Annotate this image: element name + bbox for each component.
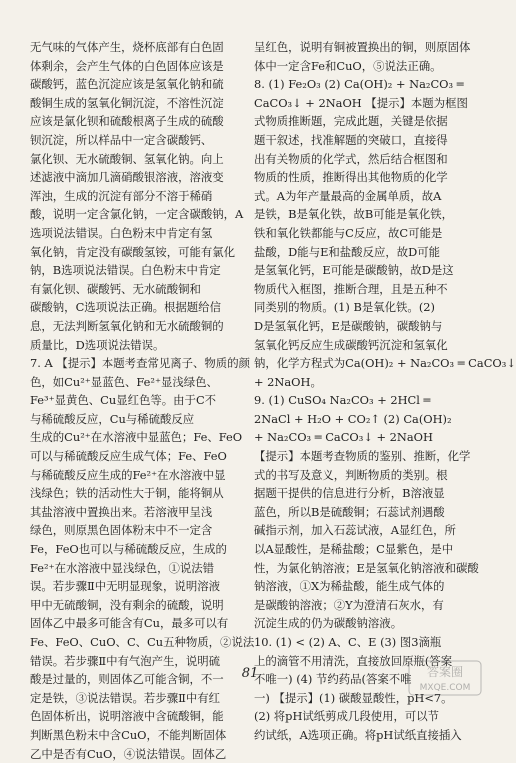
left-column-line: 绿色，则原黑色固体粉末中不一定含 — [30, 523, 213, 538]
right-column-line: CaCO₃↓ + 2NaOH 【提示】本题为框图 — [254, 95, 468, 110]
right-column-line: 沉淀生成的仍为碳酸钠溶液。 — [254, 616, 403, 631]
right-column-line: 物质代入框图，推断合理，且是五种不 — [254, 281, 448, 296]
watermark-bottom-text: MXQE.COM — [419, 683, 471, 693]
left-column-line: 酸，说明一定含氯化钠，一定含碳酸钠，A — [30, 207, 244, 222]
watermark-logo-icon — [408, 660, 482, 696]
right-column-line: 蓝色，所以B是硫酸铜；石蕊试剂遇酸 — [254, 504, 445, 519]
left-column-line: 乙中是否有CuO，④说法错误。固体乙 — [30, 746, 227, 761]
left-column-line: 质量比，D选项说法错误。 — [30, 337, 165, 352]
left-column-line: 息，无法判断氢氧化钠和无水硫酸铜的 — [30, 318, 224, 333]
left-column-line: 碳酸钠，C选项说法正确。根据题给信 — [30, 300, 221, 315]
right-column-line: + 2NaOH。 — [254, 374, 322, 389]
left-column-line: 色，如Cu²⁺显蓝色、Fe²⁺显浅绿色、 — [30, 374, 218, 389]
right-column-line: (2) 将pH试纸剪成几段使用，可以节 — [254, 709, 440, 724]
site-watermark — [408, 660, 482, 696]
left-column-line: 定是铁，③说法错误。若步骤Ⅱ中有红 — [30, 690, 220, 705]
left-column-line: 氯化钡、无水硫酸铜、氢氧化钠。向上 — [30, 151, 224, 166]
left-column-line: 误。若步骤Ⅱ中无明显现象，说明溶液 — [30, 579, 220, 594]
right-column-line: 呈红色，说明有铜被置换出的铜，则原固体 — [254, 40, 471, 54]
right-column-line: 式的书写及意义，判断物质的类别。根 — [254, 467, 448, 482]
right-column-line: 铁和氧化铁都能与C反应，故C可能是 — [254, 225, 443, 240]
right-column-line: 出有关物质的化学式，然后结合框图和 — [254, 151, 448, 166]
right-column-line: D是氢氧化钙，E是碳酸钠，碳酸钠与 — [254, 318, 443, 333]
left-column-line: 与稀硫酸反应生成的Fe²⁺在水溶液中显 — [30, 467, 226, 482]
right-column-line: 体中一定含Fe和CuO，⑤说法正确。 — [254, 58, 442, 73]
left-column-line: 固体乙中最多可能含有Cu，最多可以有 — [30, 616, 229, 631]
right-column-line: 2NaCl + H₂O + CO₂↑ (2) Ca(OH)₂ — [254, 411, 452, 426]
left-column-line: 有氯化钡、碳酸钙、无水硫酸铜和 — [30, 281, 201, 296]
right-column-line: 10. (1) < (2) A、C、E (3) 图3滴瓶 — [254, 635, 442, 649]
left-column-line: 应该是氯化钡和硫酸根离子生成的硫酸 — [30, 114, 224, 129]
right-column-line: 式物质推断题，完成此题，关键是依据 — [254, 114, 448, 129]
left-column-line: 甲中无硫酸铜，没有剩余的硫酸，说明 — [30, 597, 224, 612]
left-column-line: 7. A 【提示】本题考查常见离子、物质的颜 — [30, 356, 250, 371]
left-column-line: 生成的Cu²⁺在水溶液中显蓝色；Fe、FeO — [30, 430, 243, 445]
right-column-line: 钠，化学方程式为Ca(OH)₂ + Na₂CO₃ ═ CaCO₃↓ — [254, 356, 516, 371]
left-column-line: 浑浊，生成的沉淀有部分不溶于稀硝 — [30, 188, 213, 203]
left-column-line: 无气味的气体产生，烧杯底部有白色固 — [30, 40, 224, 54]
left-column-line: 钠，B选项说法错误。白色粉末中肯定 — [30, 263, 221, 278]
left-column-line: Fe、FeO、CuO、C、Cu五种物质，②说法 — [30, 635, 255, 649]
left-column-line: 可以与稀硫酸反应生成气体；Fe、FeO — [30, 449, 227, 464]
right-column-line: 碱指示剂，加入石蕊试液，A显红色，所 — [254, 523, 456, 538]
right-column-line: 盐酸，D能与E和盐酸反应，故D可能 — [254, 244, 441, 259]
left-column-line: 酸是过量的，则固体乙可能含铜，不一 — [30, 672, 224, 687]
left-column-line: 体剩余，会产生气体的白色固体应该是 — [30, 58, 224, 73]
left-column-line: Fe³⁺显黄色、Cu显红色等。由于C不 — [30, 393, 217, 408]
left-column-line: 氧化钠，肯定没有碳酸氢铵，可能有氯化 — [30, 244, 236, 259]
right-column-line: 同类别的物质。(1) B是氧化铁。(2) — [254, 300, 435, 315]
right-column-line: 9. (1) CuSO₄ Na₂CO₃ + 2HCl ═ — [254, 393, 431, 408]
right-column-line: 据题干提供的信息进行分析，B溶液显 — [254, 486, 445, 501]
page-number: 81 — [241, 666, 259, 681]
left-column-line: 判断黑色粉末中含CuO，不能判断固体 — [30, 727, 227, 742]
right-column-line: 不唯一) (4) 节约药品(答案不唯 — [254, 672, 412, 687]
right-column-line: 以A显酸性，是稀盐酸；C显紫色，是中 — [254, 542, 454, 557]
watermark-top-text: 答案圈 — [426, 665, 464, 679]
left-column-line: Fe²⁺在水溶液中显浅绿色，①说法错 — [30, 560, 215, 575]
left-column-line: 述滤液中滴加几滴硝酸银溶液，溶液变 — [30, 170, 224, 185]
left-column-line: 色固体析出，说明溶液中含硫酸铜，能 — [30, 709, 224, 724]
left-column-line: 浅绿色；铁的活动性大于铜，能将铜从 — [30, 486, 224, 501]
left-column-line: 与稀硫酸反应，Cu与稀硫酸反应 — [30, 411, 195, 426]
left-column-line: 其盐溶液中置换出来。若溶液甲呈浅 — [30, 504, 213, 519]
right-column-line: 钠溶液，①X为稀盐酸，能生成气体的 — [254, 579, 445, 594]
right-column-line: 式。A为年产量最高的金属单质，故A — [254, 188, 442, 203]
right-column-line: 8. (1) Fe₂O₃ (2) Ca(OH)₂ + Na₂CO₃ ═ — [254, 77, 464, 92]
right-column-line: 是氢氧化钙，E可能是碳酸钠，故D是这 — [254, 263, 454, 278]
right-column-line: 性，为氯化钠溶液；E是氢氧化钠溶液和碳酸 — [254, 560, 479, 575]
right-column-line: 物质的性质，推断得出其他物质的化学 — [254, 170, 448, 185]
left-column-line: 钡沉淀，所以样品中一定含碳酸钙、 — [30, 132, 213, 147]
left-column-line: 酸铜生成的氢氧化铜沉淀，不溶性沉淀 — [30, 95, 224, 110]
right-column-line: 是铁，B是氧化铁，故B可能是氧化铁， — [254, 207, 453, 222]
right-column-line: 题干叙述，找准解题的突破口，直接得 — [254, 132, 448, 147]
right-column-line: 一) 【提示】(1) 碳酸显酸性，pH<7。 — [254, 690, 453, 705]
right-column-line: 约试纸，A选项正确。将pH试纸直接插入 — [254, 727, 462, 742]
left-column-line: Fe，FeO也可以与稀硫酸反应，生成的 — [30, 542, 227, 557]
right-text-column — [254, 38, 516, 745]
right-column-line: 是碳酸钠溶液；②Y为澄清石灰水，有 — [254, 597, 444, 612]
left-column-line: 选项说法错误。白色粉末中肯定有氢 — [30, 225, 213, 240]
left-column-line: 碳酸钙，蓝色沉淀应该是氢氧化钠和硫 — [30, 77, 224, 92]
right-column-line: 【提示】本题考查物质的鉴别、推断，化学 — [254, 449, 471, 464]
left-column-line: 错误。若步骤Ⅱ中有气泡产生，说明硫 — [30, 653, 220, 668]
right-column-line: 氢氧化钙反应生成碳酸钙沉淀和氢氧化 — [254, 337, 448, 352]
right-column-line: + Na₂CO₃ ═ CaCO₃↓ + 2NaOH — [254, 430, 433, 445]
right-column-line: 上的滴管不用清洗，直接放回原瓶(答案 — [254, 653, 453, 668]
